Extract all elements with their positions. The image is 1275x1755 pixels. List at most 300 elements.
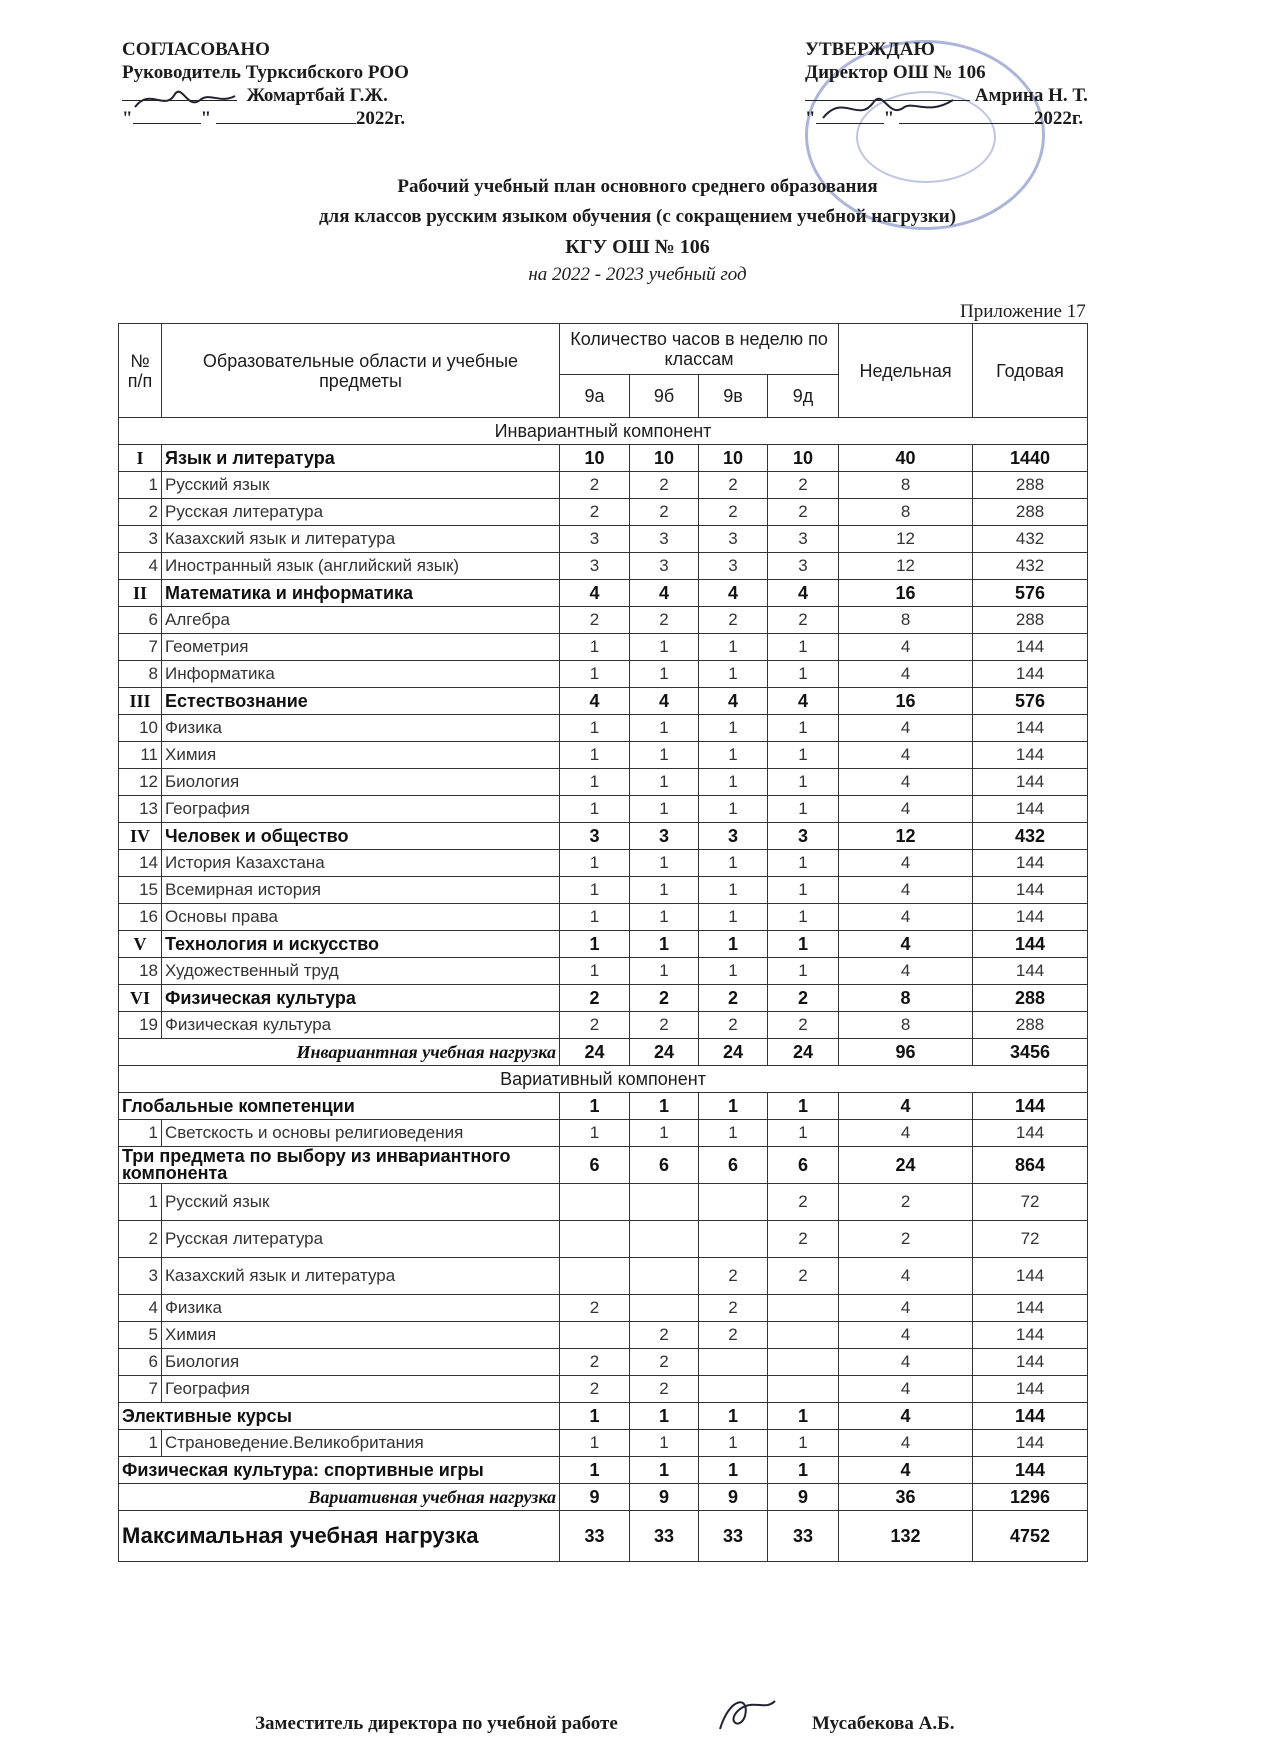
hours-cell: 1 bbox=[560, 877, 630, 904]
subject-name: Физическая культура bbox=[162, 1012, 560, 1039]
title-line-2: для классов русским языком обучения (с сокращением учебной нагрузки) bbox=[318, 206, 957, 227]
subject-name: Химия bbox=[162, 1322, 560, 1349]
row-number: 6 bbox=[119, 1349, 162, 1376]
hours-cell: 2 bbox=[699, 985, 768, 1012]
hours-cell bbox=[768, 1322, 839, 1349]
hours-cell: 1 bbox=[768, 931, 839, 958]
hours-cell: 2 bbox=[560, 1012, 630, 1039]
hours-cell: 2 bbox=[630, 1012, 699, 1039]
weekly-cell: 8 bbox=[839, 607, 973, 634]
hours-cell: 9 bbox=[560, 1484, 630, 1511]
row-number: 1 bbox=[119, 1184, 162, 1221]
row-number: 16 bbox=[119, 904, 162, 931]
hours-cell: 2 bbox=[768, 472, 839, 499]
hours-cell: 1 bbox=[560, 796, 630, 823]
approval-left-year: 2022г. bbox=[355, 108, 406, 129]
yearly-cell: 144 bbox=[973, 1349, 1088, 1376]
row-number: 2 bbox=[119, 1221, 162, 1258]
hours-cell bbox=[560, 1322, 630, 1349]
subject-name: Геометрия bbox=[162, 634, 560, 661]
hours-cell: 1 bbox=[768, 1093, 839, 1120]
school-name: КГУ ОШ № 106 bbox=[565, 236, 710, 258]
header-num: № п/п bbox=[119, 324, 162, 418]
weekly-cell: 4 bbox=[839, 1295, 973, 1322]
hours-cell: 3 bbox=[768, 526, 839, 553]
group-name: Физическая культура: спортивные игры bbox=[119, 1457, 560, 1484]
hours-cell: 1 bbox=[768, 769, 839, 796]
hours-cell: 1 bbox=[630, 958, 699, 985]
invariant-total-label: Инвариантная учебная нагрузка bbox=[119, 1039, 560, 1066]
row-number: 7 bbox=[119, 634, 162, 661]
hours-cell: 1 bbox=[630, 904, 699, 931]
table-row bbox=[119, 661, 1088, 688]
hours-cell: 2 bbox=[560, 1376, 630, 1403]
yearly-cell: 1440 bbox=[973, 445, 1088, 472]
hours-cell bbox=[560, 1184, 630, 1221]
hours-cell bbox=[699, 1376, 768, 1403]
header-hours: Количество часов в неделю по классам bbox=[560, 324, 839, 375]
table-row bbox=[119, 769, 1088, 796]
subject-name: Русский язык bbox=[162, 472, 560, 499]
hours-cell: 1 bbox=[630, 742, 699, 769]
hours-cell: 2 bbox=[560, 607, 630, 634]
weekly-cell: 4 bbox=[839, 958, 973, 985]
yearly-cell: 288 bbox=[973, 499, 1088, 526]
subject-name: Русский язык bbox=[162, 1184, 560, 1221]
group-name: Язык и литература bbox=[162, 445, 560, 472]
hours-cell: 2 bbox=[560, 1349, 630, 1376]
weekly-cell: 8 bbox=[839, 472, 973, 499]
hours-cell: 2 bbox=[560, 1295, 630, 1322]
hours-cell: 6 bbox=[630, 1147, 699, 1184]
weekly-cell: 36 bbox=[839, 1484, 973, 1511]
row-number: 7 bbox=[119, 1376, 162, 1403]
yearly-cell: 144 bbox=[973, 1322, 1088, 1349]
row-number: 12 bbox=[119, 769, 162, 796]
yearly-cell: 3456 bbox=[973, 1039, 1088, 1066]
yearly-cell: 144 bbox=[973, 742, 1088, 769]
hours-cell: 1 bbox=[630, 661, 699, 688]
hours-cell: 24 bbox=[630, 1039, 699, 1066]
group-name: Человек и общество bbox=[162, 823, 560, 850]
section-variative bbox=[119, 1066, 1088, 1093]
table-row bbox=[119, 1430, 1088, 1457]
group-name: Три предмета по выбору из инвариантного компонента bbox=[119, 1147, 560, 1184]
group-name: Физическая культура bbox=[162, 985, 560, 1012]
yearly-cell: 1296 bbox=[973, 1484, 1088, 1511]
hours-cell: 1 bbox=[630, 634, 699, 661]
table-row bbox=[119, 1184, 1088, 1221]
hours-cell: 3 bbox=[560, 526, 630, 553]
hours-cell: 4 bbox=[699, 688, 768, 715]
yearly-cell: 144 bbox=[973, 958, 1088, 985]
header-yearly: Годовая bbox=[973, 324, 1088, 418]
hours-cell: 1 bbox=[560, 661, 630, 688]
appendix-label: Приложение 17 bbox=[960, 301, 1086, 322]
hours-cell: 33 bbox=[630, 1511, 699, 1562]
yearly-cell: 288 bbox=[973, 1012, 1088, 1039]
weekly-cell: 4 bbox=[839, 1376, 973, 1403]
hours-cell: 1 bbox=[768, 1430, 839, 1457]
weekly-cell: 96 bbox=[839, 1039, 973, 1066]
hours-cell: 2 bbox=[699, 1012, 768, 1039]
hours-cell: 3 bbox=[699, 823, 768, 850]
footer-name: Мусабекова А.Б. bbox=[812, 1713, 955, 1734]
yearly-cell: 144 bbox=[973, 1403, 1088, 1430]
header-class: 9а bbox=[560, 375, 630, 418]
row-number: 4 bbox=[119, 1295, 162, 1322]
hours-cell: 1 bbox=[768, 958, 839, 985]
subject-name: Казахский язык и литература bbox=[162, 526, 560, 553]
hours-cell bbox=[768, 1349, 839, 1376]
hours-cell: 1 bbox=[560, 1093, 630, 1120]
hours-cell bbox=[699, 1184, 768, 1221]
hours-cell: 2 bbox=[630, 1376, 699, 1403]
header-class: 9б bbox=[630, 375, 699, 418]
yearly-cell: 432 bbox=[973, 526, 1088, 553]
header-subjects: Образовательные области и учебные предметы bbox=[162, 324, 560, 418]
group-row bbox=[119, 1147, 1088, 1184]
group-row bbox=[119, 1403, 1088, 1430]
hours-cell: 2 bbox=[630, 1322, 699, 1349]
footer-position: Заместитель директора по учебной работе bbox=[255, 1713, 618, 1734]
yearly-cell: 576 bbox=[973, 580, 1088, 607]
hours-cell: 1 bbox=[768, 742, 839, 769]
hours-cell: 1 bbox=[699, 1403, 768, 1430]
hours-cell: 1 bbox=[630, 877, 699, 904]
hours-cell: 1 bbox=[560, 1430, 630, 1457]
hours-cell: 1 bbox=[630, 796, 699, 823]
yearly-cell: 144 bbox=[973, 931, 1088, 958]
hours-cell: 2 bbox=[768, 1221, 839, 1258]
hours-cell: 1 bbox=[630, 931, 699, 958]
group-name: Естествознание bbox=[162, 688, 560, 715]
yearly-cell: 144 bbox=[973, 904, 1088, 931]
subject-name: Всемирная история bbox=[162, 877, 560, 904]
hours-cell: 1 bbox=[630, 1120, 699, 1147]
approval-right-heading: УТВЕРЖДАЮ bbox=[805, 39, 935, 60]
subject-name: Алгебра bbox=[162, 607, 560, 634]
hours-cell: 2 bbox=[768, 985, 839, 1012]
section-invariant bbox=[119, 418, 1088, 445]
weekly-cell: 4 bbox=[839, 1322, 973, 1349]
hours-cell: 2 bbox=[699, 499, 768, 526]
subject-name: Светскость и основы религиоведения bbox=[162, 1120, 560, 1147]
hours-cell: 2 bbox=[699, 472, 768, 499]
section-invariant-label: Инвариантный компонент bbox=[119, 418, 1088, 445]
hours-cell: 1 bbox=[630, 715, 699, 742]
subject-name: Казахский язык и литература bbox=[162, 1258, 560, 1295]
table-row bbox=[119, 877, 1088, 904]
hours-cell: 1 bbox=[768, 661, 839, 688]
hours-cell: 4 bbox=[699, 580, 768, 607]
weekly-cell: 4 bbox=[839, 742, 973, 769]
row-number: 5 bbox=[119, 1322, 162, 1349]
hours-cell: 1 bbox=[630, 850, 699, 877]
yearly-cell: 144 bbox=[973, 661, 1088, 688]
hours-cell: 2 bbox=[630, 985, 699, 1012]
hours-cell: 3 bbox=[560, 823, 630, 850]
header-class: 9в bbox=[699, 375, 768, 418]
row-number: V bbox=[119, 931, 162, 958]
row-number: I bbox=[119, 445, 162, 472]
hours-cell: 1 bbox=[699, 634, 768, 661]
hours-cell: 3 bbox=[630, 526, 699, 553]
weekly-cell: 40 bbox=[839, 445, 973, 472]
hours-cell: 1 bbox=[699, 1120, 768, 1147]
group-row bbox=[119, 688, 1088, 715]
weekly-cell: 4 bbox=[839, 850, 973, 877]
hours-cell: 2 bbox=[630, 472, 699, 499]
hours-cell: 3 bbox=[699, 526, 768, 553]
yearly-cell: 144 bbox=[973, 1120, 1088, 1147]
hours-cell: 33 bbox=[699, 1511, 768, 1562]
hours-cell: 24 bbox=[768, 1039, 839, 1066]
hours-cell: 6 bbox=[768, 1147, 839, 1184]
hours-cell: 1 bbox=[768, 796, 839, 823]
hours-cell: 1 bbox=[560, 1403, 630, 1430]
row-number: 13 bbox=[119, 796, 162, 823]
subject-name: Основы права bbox=[162, 904, 560, 931]
subject-name: География bbox=[162, 796, 560, 823]
max-total-label: Максимальная учебная нагрузка bbox=[119, 1511, 560, 1562]
row-number: 1 bbox=[119, 1120, 162, 1147]
hours-cell: 33 bbox=[560, 1511, 630, 1562]
yearly-cell: 288 bbox=[973, 607, 1088, 634]
row-number: 10 bbox=[119, 715, 162, 742]
yearly-cell: 144 bbox=[973, 1457, 1088, 1484]
hours-cell bbox=[768, 1376, 839, 1403]
hours-cell: 2 bbox=[630, 607, 699, 634]
table-row bbox=[119, 1120, 1088, 1147]
hours-cell: 2 bbox=[768, 607, 839, 634]
hours-cell: 6 bbox=[699, 1147, 768, 1184]
approval-right: УТВЕРЖДАЮ Директор ОШ № 106 Амрина Н. Т. " " 2022г. bbox=[805, 38, 1235, 130]
hours-cell: 1 bbox=[699, 850, 768, 877]
yearly-cell: 576 bbox=[973, 688, 1088, 715]
weekly-cell: 12 bbox=[839, 553, 973, 580]
hours-cell bbox=[560, 1258, 630, 1295]
table-row bbox=[119, 850, 1088, 877]
row-number: 14 bbox=[119, 850, 162, 877]
group-name: Глобальные компетенции bbox=[119, 1093, 560, 1120]
hours-cell: 3 bbox=[630, 823, 699, 850]
weekly-cell: 2 bbox=[839, 1221, 973, 1258]
subject-name: Иностранный язык (английский язык) bbox=[162, 553, 560, 580]
weekly-cell: 2 bbox=[839, 1184, 973, 1221]
hours-cell: 1 bbox=[560, 769, 630, 796]
school-year: на 2022 - 2023 учебный год bbox=[528, 264, 747, 285]
hours-cell: 4 bbox=[630, 688, 699, 715]
approval-left-name: Жомартбай Г.Ж. bbox=[246, 85, 388, 106]
group-name: Технология и искусство bbox=[162, 931, 560, 958]
hours-cell: 1 bbox=[560, 904, 630, 931]
group-row bbox=[119, 823, 1088, 850]
hours-cell: 1 bbox=[630, 1403, 699, 1430]
hours-cell: 1 bbox=[699, 904, 768, 931]
row-number: 15 bbox=[119, 877, 162, 904]
yearly-cell: 144 bbox=[973, 1093, 1088, 1120]
subject-name: Русская литература bbox=[162, 1221, 560, 1258]
table-header-row bbox=[119, 324, 1088, 375]
row-number: IV bbox=[119, 823, 162, 850]
hours-cell bbox=[699, 1221, 768, 1258]
yearly-cell: 4752 bbox=[973, 1511, 1088, 1562]
row-number: 6 bbox=[119, 607, 162, 634]
hours-cell: 2 bbox=[560, 985, 630, 1012]
hours-cell: 9 bbox=[630, 1484, 699, 1511]
hours-cell bbox=[768, 1295, 839, 1322]
row-number: 19 bbox=[119, 1012, 162, 1039]
hours-cell: 2 bbox=[630, 1349, 699, 1376]
hours-cell: 1 bbox=[699, 769, 768, 796]
weekly-cell: 8 bbox=[839, 985, 973, 1012]
invariant-total bbox=[119, 1039, 1088, 1066]
weekly-cell: 4 bbox=[839, 904, 973, 931]
yearly-cell: 144 bbox=[973, 877, 1088, 904]
hours-cell: 2 bbox=[768, 499, 839, 526]
hours-cell: 1 bbox=[768, 715, 839, 742]
group-row bbox=[119, 1093, 1088, 1120]
table-row bbox=[119, 958, 1088, 985]
hours-cell: 4 bbox=[768, 688, 839, 715]
approval-right-position: Директор ОШ № 106 bbox=[805, 62, 986, 83]
table-row bbox=[119, 1322, 1088, 1349]
weekly-cell: 4 bbox=[839, 1403, 973, 1430]
yearly-cell: 144 bbox=[973, 1258, 1088, 1295]
variative-total-label: Вариативная учебная нагрузка bbox=[119, 1484, 560, 1511]
group-name: Элективные курсы bbox=[119, 1403, 560, 1430]
hours-cell: 1 bbox=[560, 634, 630, 661]
group-row bbox=[119, 931, 1088, 958]
weekly-cell: 4 bbox=[839, 661, 973, 688]
hours-cell: 1 bbox=[560, 715, 630, 742]
row-number: 1 bbox=[119, 1430, 162, 1457]
hours-cell: 4 bbox=[630, 580, 699, 607]
hours-cell: 1 bbox=[699, 1457, 768, 1484]
approval-left: СОГЛАСОВАНО Руководитель Турксибского РОО Жомартбай Г.Ж. " " 2022г. bbox=[122, 38, 542, 130]
subject-name: Русская литература bbox=[162, 499, 560, 526]
row-number: 4 bbox=[119, 553, 162, 580]
approval-left-heading: СОГЛАСОВАНО bbox=[122, 39, 270, 60]
row-number: 3 bbox=[119, 1258, 162, 1295]
footer-signature-icon bbox=[710, 1691, 780, 1735]
hours-cell: 2 bbox=[699, 607, 768, 634]
weekly-cell: 12 bbox=[839, 823, 973, 850]
table-row bbox=[119, 904, 1088, 931]
hours-cell: 1 bbox=[630, 1430, 699, 1457]
weekly-cell: 4 bbox=[839, 796, 973, 823]
hours-cell: 1 bbox=[768, 634, 839, 661]
table-row bbox=[119, 499, 1088, 526]
table-row bbox=[119, 553, 1088, 580]
hours-cell: 24 bbox=[560, 1039, 630, 1066]
subject-name: Биология bbox=[162, 1349, 560, 1376]
header-class: 9д bbox=[768, 375, 839, 418]
hours-cell: 1 bbox=[699, 796, 768, 823]
hours-cell: 3 bbox=[768, 823, 839, 850]
approval-left-position: Руководитель Турксибского РОО bbox=[122, 62, 409, 83]
row-number: III bbox=[119, 688, 162, 715]
weekly-cell: 4 bbox=[839, 1093, 973, 1120]
subject-name: Страноведение.Великобритания bbox=[162, 1430, 560, 1457]
yearly-cell: 144 bbox=[973, 634, 1088, 661]
header-weekly: Недельная bbox=[839, 324, 973, 418]
table-row bbox=[119, 526, 1088, 553]
subject-name: Химия bbox=[162, 742, 560, 769]
hours-cell: 10 bbox=[630, 445, 699, 472]
yearly-cell: 432 bbox=[973, 823, 1088, 850]
row-number: 3 bbox=[119, 526, 162, 553]
hours-cell: 1 bbox=[699, 1093, 768, 1120]
yearly-cell: 432 bbox=[973, 553, 1088, 580]
table-row bbox=[119, 1258, 1088, 1295]
hours-cell: 1 bbox=[560, 931, 630, 958]
hours-cell: 24 bbox=[699, 1039, 768, 1066]
weekly-cell: 4 bbox=[839, 715, 973, 742]
subject-name: Физика bbox=[162, 715, 560, 742]
hours-cell bbox=[630, 1295, 699, 1322]
subject-name: Художественный труд bbox=[162, 958, 560, 985]
section-variative-label: Вариативный компонент bbox=[119, 1066, 1088, 1093]
left-signature-icon bbox=[130, 82, 240, 116]
hours-cell: 1 bbox=[560, 742, 630, 769]
subject-name: История Казахстана bbox=[162, 850, 560, 877]
row-number: II bbox=[119, 580, 162, 607]
hours-cell: 1 bbox=[630, 769, 699, 796]
hours-cell: 3 bbox=[560, 553, 630, 580]
weekly-cell: 132 bbox=[839, 1511, 973, 1562]
row-number: 8 bbox=[119, 661, 162, 688]
weekly-cell: 4 bbox=[839, 1457, 973, 1484]
hours-cell: 3 bbox=[699, 553, 768, 580]
hours-cell: 2 bbox=[560, 472, 630, 499]
hours-cell: 10 bbox=[699, 445, 768, 472]
hours-cell: 4 bbox=[768, 580, 839, 607]
variative-total bbox=[119, 1484, 1088, 1511]
table-row bbox=[119, 796, 1088, 823]
approval-right-name: Амрина Н. Т. bbox=[974, 85, 1088, 106]
yearly-cell: 72 bbox=[973, 1221, 1088, 1258]
hours-cell: 1 bbox=[560, 850, 630, 877]
weekly-cell: 24 bbox=[839, 1147, 973, 1184]
table-row bbox=[119, 634, 1088, 661]
yearly-cell: 144 bbox=[973, 715, 1088, 742]
hours-cell: 2 bbox=[560, 499, 630, 526]
hours-cell: 1 bbox=[768, 850, 839, 877]
hours-cell: 1 bbox=[630, 1093, 699, 1120]
hours-cell: 1 bbox=[560, 1457, 630, 1484]
hours-cell: 3 bbox=[630, 553, 699, 580]
hours-cell: 33 bbox=[768, 1511, 839, 1562]
subject-name: География bbox=[162, 1376, 560, 1403]
subject-name: Информатика bbox=[162, 661, 560, 688]
table-row bbox=[119, 1376, 1088, 1403]
weekly-cell: 4 bbox=[839, 1120, 973, 1147]
hours-cell: 1 bbox=[768, 1120, 839, 1147]
group-row bbox=[119, 445, 1088, 472]
table-row bbox=[119, 472, 1088, 499]
hours-cell: 1 bbox=[699, 958, 768, 985]
group-row bbox=[119, 985, 1088, 1012]
hours-cell: 1 bbox=[699, 1430, 768, 1457]
hours-cell: 10 bbox=[768, 445, 839, 472]
weekly-cell: 4 bbox=[839, 1430, 973, 1457]
weekly-cell: 4 bbox=[839, 1349, 973, 1376]
weekly-cell: 4 bbox=[839, 769, 973, 796]
table-row bbox=[119, 1012, 1088, 1039]
table-row bbox=[119, 1349, 1088, 1376]
